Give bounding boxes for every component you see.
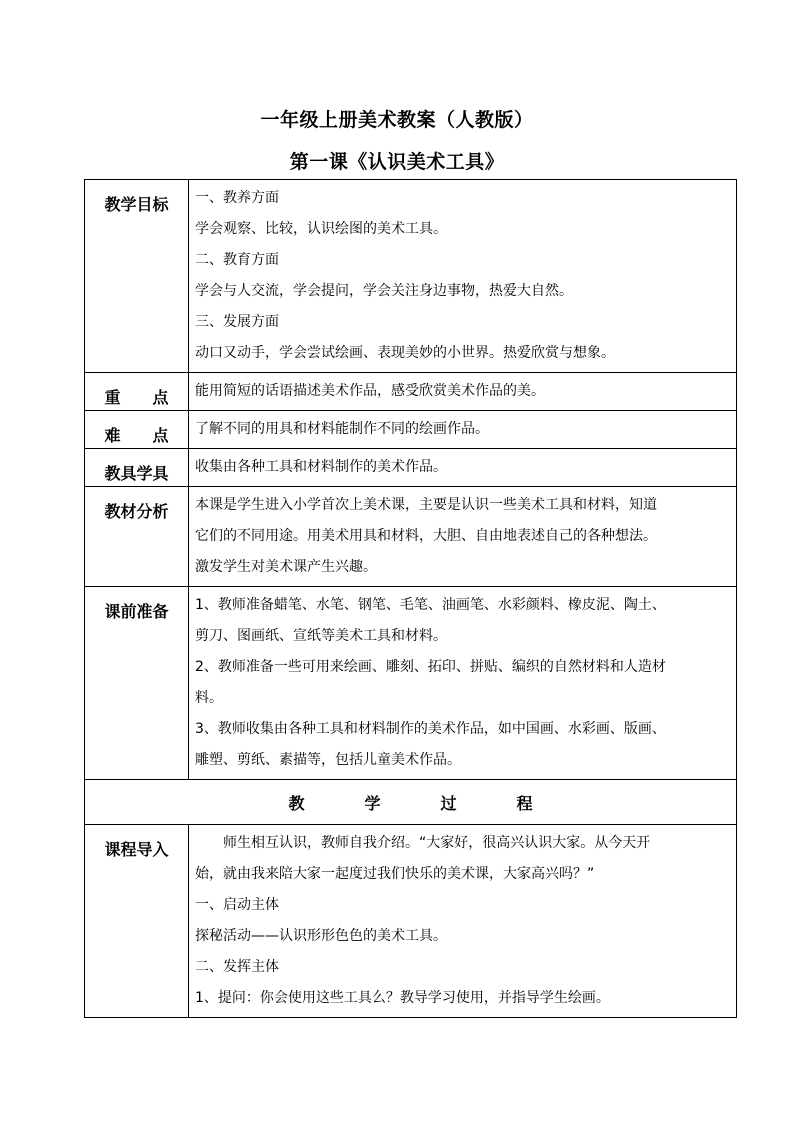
table-row: [85, 825, 737, 1018]
content-line: 1、教师准备蜡笔、水笔、钢笔、毛笔、油画笔、水彩颜料、橡皮泥、陶土、: [195, 597, 666, 613]
content-line: 探秘活动——认识形形色色的美术工具。: [195, 928, 447, 944]
table-row: [85, 180, 737, 373]
document-title: 一年级上册美术教案（人教版）: [260, 109, 534, 131]
row-label: 教学目标: [85, 180, 189, 373]
table-row: [85, 487, 737, 587]
process-header: 教学过程: [85, 780, 737, 825]
row-content: [189, 411, 737, 449]
table-row: [85, 587, 737, 780]
content-line: 一、启动主体: [195, 897, 279, 913]
row-content: [189, 449, 737, 487]
content-line: 一、教养方面: [195, 190, 279, 206]
content-line: 三、发展方面: [195, 314, 279, 330]
row-label: 教具学具: [85, 449, 189, 487]
content-line: 二、发挥主体: [195, 959, 279, 975]
row-content: [189, 180, 737, 373]
row-label: 课程导入: [85, 825, 189, 1018]
content-line: 学会与人交流，学会提问，学会关注身边事物，热爱大自然。: [195, 283, 573, 299]
content-line: 动口又动手，学会尝试绘画、表现美妙的小世界。热爱欣赏与想象。: [195, 345, 615, 361]
table-row: [85, 449, 737, 487]
content-line: 收集由各种工具和材料制作的美术作品。: [195, 459, 447, 475]
table-row: [85, 780, 737, 825]
content-line: 能用简短的话语描述美术作品，感受欣赏美术作品的美。: [195, 383, 545, 399]
content-line: 剪刀、图画纸、宣纸等美术工具和材料。: [195, 628, 447, 644]
content-line: 了解不同的用具和材料能制作不同的绘画作品。: [195, 421, 489, 437]
row-label: 教材分析: [85, 487, 189, 587]
row-content: [189, 825, 737, 1018]
content-line: 雕塑、剪纸、素描等，包括儿童美术作品。: [195, 752, 461, 768]
row-label: 难 点: [85, 411, 189, 449]
content-line: 始，就由我来陪大家一起度过我们快乐的美术课，大家高兴吗？”: [195, 866, 595, 882]
content-line: 二、教育方面: [195, 252, 279, 268]
row-label: 重 点: [85, 373, 189, 411]
content-line: 激发学生对美术课产生兴趣。: [195, 559, 377, 575]
content-line: 本课是学生进入小学首次上美术课，主要是认识一些美术工具和材料，知道: [195, 497, 657, 513]
lesson-plan-table: [84, 179, 737, 1018]
table-row: [85, 373, 737, 411]
content-line: 它们的不同用途。用美术用具和材料，大胆、自由地表述自己的各种想法。: [195, 528, 657, 544]
table-row: [85, 411, 737, 449]
row-label: 课前准备: [85, 587, 189, 780]
content-line: 1、提问：你会使用这些工具么？教导学习使用，并指导学生绘画。: [195, 990, 610, 1006]
lesson-title: 第一课《认识美术工具》: [289, 151, 505, 173]
row-content: [189, 373, 737, 411]
content-line: 3、教师收集由各种工具和材料制作的美术作品，如中国画、水彩画、版画、: [195, 721, 666, 737]
content-line: 料。: [195, 690, 223, 706]
row-content: [189, 487, 737, 587]
row-content: [189, 587, 737, 780]
content-line: 2、教师准备一些可用来绘画、雕刻、拓印、拼贴、编织的自然材料和人造材: [195, 659, 666, 675]
content-line: 学会观察、比较，认识绘图的美术工具。: [195, 221, 447, 237]
content-line: 师生相互认识，教师自我介绍。“大家好，很高兴认识大家。从今天开: [223, 835, 651, 851]
